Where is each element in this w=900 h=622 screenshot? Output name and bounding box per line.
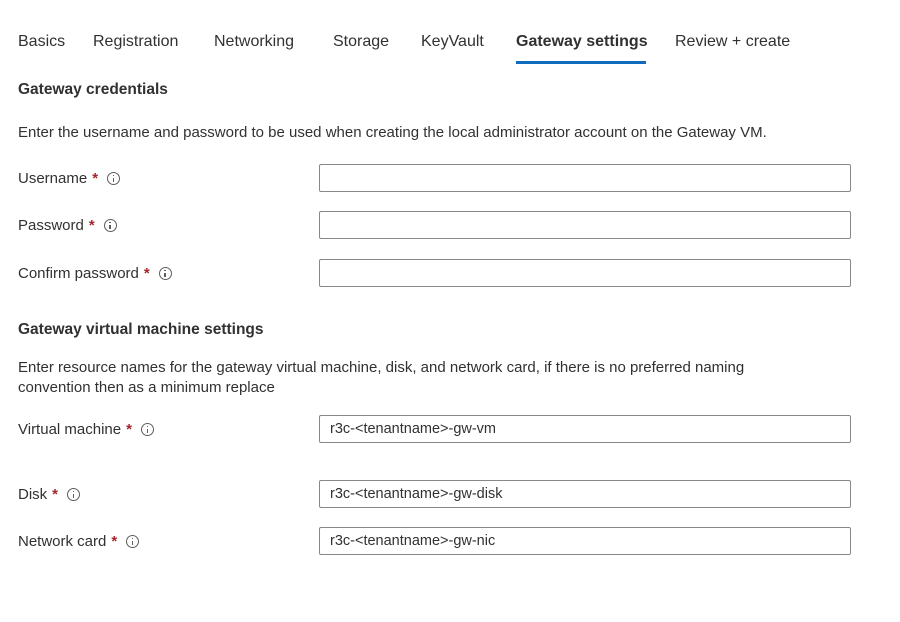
info-icon[interactable] <box>126 535 139 548</box>
tab-storage[interactable]: Storage <box>333 33 390 50</box>
disk-input[interactable] <box>319 480 851 508</box>
required-marker: * <box>126 421 132 438</box>
required-marker: * <box>88 217 95 234</box>
password-label <box>18 217 117 234</box>
disk-label-text: Disk <box>18 486 48 503</box>
description-line: Enter resource names for the gateway virtual machine, disk, and network card, if there is no preferred naming <box>18 359 745 376</box>
password-input[interactable] <box>319 211 851 239</box>
confirm-password-label-text: Confirm password <box>18 265 139 282</box>
virtual-machine-label <box>18 421 154 438</box>
tab-networking[interactable]: Networking <box>214 33 295 50</box>
description-line: convention then as a minimum replace <box>18 379 275 396</box>
tab-gateway-settings[interactable]: Gateway settings <box>516 33 648 50</box>
required-marker: * <box>143 265 150 282</box>
info-icon[interactable] <box>104 219 117 232</box>
required-marker: * <box>92 170 99 187</box>
disk-label <box>18 486 80 503</box>
gateway-vm-settings-heading: Gateway virtual machine settings <box>18 321 264 338</box>
network-card-label <box>18 533 139 550</box>
gateway-credentials-description: Enter the username and password to be used when creating the local administrator account on the Gateway VM. <box>18 124 767 141</box>
tab-review-create[interactable]: Review + create <box>675 33 791 50</box>
tab-basics[interactable]: Basics <box>18 33 66 50</box>
username-input[interactable] <box>319 164 851 192</box>
virtual-machine-input[interactable] <box>319 415 851 443</box>
confirm-password-label <box>18 265 172 282</box>
info-icon[interactable] <box>107 172 120 185</box>
info-icon[interactable] <box>159 267 172 280</box>
tab-keyvault[interactable]: KeyVault <box>421 33 484 50</box>
tab-registration[interactable]: Registration <box>93 33 179 50</box>
info-icon[interactable] <box>141 423 154 436</box>
network-card-label-text: Network card <box>18 533 107 550</box>
gateway-vm-settings-description <box>18 358 744 398</box>
virtual-machine-label-text: Virtual machine <box>18 421 122 438</box>
username-label <box>18 170 120 187</box>
username-label-text: Username <box>18 170 88 187</box>
confirm-password-input[interactable] <box>319 259 851 287</box>
gateway-credentials-heading: Gateway credentials <box>18 81 168 98</box>
info-icon[interactable] <box>67 488 80 501</box>
required-marker: * <box>52 486 59 503</box>
network-card-input[interactable] <box>319 527 851 555</box>
password-label-text: Password <box>18 217 84 234</box>
active-tab-indicator <box>516 61 646 64</box>
required-marker: * <box>111 533 118 550</box>
